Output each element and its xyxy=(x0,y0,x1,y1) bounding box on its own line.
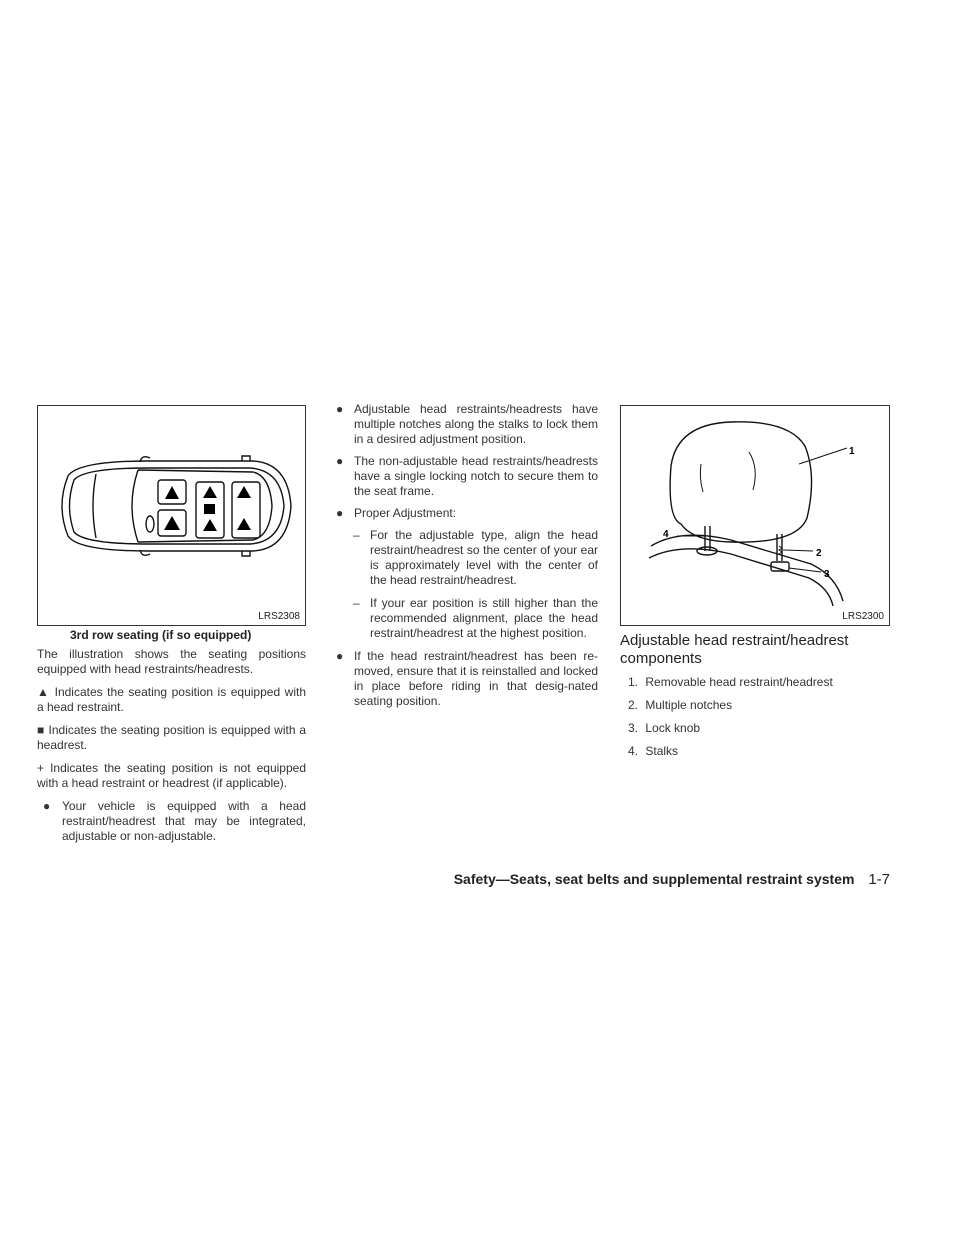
figure-caption: 3rd row seating (if so equipped) xyxy=(70,628,252,642)
section-title: Safety—Seats, seat belts and supplemental restraint system xyxy=(453,871,855,887)
callout-4: 4 xyxy=(663,529,669,540)
item-label: Lock knob xyxy=(645,721,701,735)
sub-text: If your ear position is still higher than the recommended alignment, place the head restraint/headrest at the highest position. xyxy=(370,596,598,640)
bullet-text: Proper Adjustment: xyxy=(354,506,457,520)
list-item xyxy=(628,698,890,721)
bullet-item xyxy=(336,506,598,521)
bullet-item xyxy=(37,799,306,844)
item-label: Removable head restraint/headrest xyxy=(645,675,833,689)
figure-code: LRS2300 xyxy=(842,611,884,622)
list-item xyxy=(628,675,890,698)
bullet-item xyxy=(336,454,598,499)
plus-note: + Indicates the seating position is not equipped with a head restraint or headrest (if applicable). xyxy=(37,761,306,790)
head-restraint-illustration xyxy=(621,406,889,625)
car-top-view-illustration xyxy=(38,406,305,625)
dash-icon: – xyxy=(353,528,360,542)
item-number: 4. xyxy=(628,744,639,758)
item-number: 2. xyxy=(628,698,639,712)
item-number: 3. xyxy=(628,721,639,735)
intro-paragraph: The illustration shows the seating positions equipped with head restraints/headrests. xyxy=(37,647,306,676)
head-restraint-figure xyxy=(620,405,890,626)
item-label: Stalks xyxy=(645,744,679,758)
column-2 xyxy=(336,402,598,716)
callout-2: 2 xyxy=(816,548,822,559)
bullet-icon: ● xyxy=(43,799,51,813)
seating-diagram-figure xyxy=(37,405,306,626)
bullet-text: Adjustable head restraints/headrests have multiple notches along the stalks to lock them in a desired adjustment position. xyxy=(354,402,598,446)
bullet-icon: ● xyxy=(336,506,344,520)
dash-icon: – xyxy=(353,596,360,610)
bullet-icon: ● xyxy=(336,649,344,663)
bullet-item xyxy=(336,402,598,447)
bullet-icon: ● xyxy=(336,454,344,468)
components-heading: Adjustable head restraint/headrest components xyxy=(620,632,849,667)
triangle-note: ▲ Indicates the seating position is equipped with a head restraint. xyxy=(37,685,306,714)
bullet-text: The non-adjustable head restraints/headrests have a single locking notch to secure them to the seat frame. xyxy=(354,454,598,498)
item-number: 1. xyxy=(628,675,639,689)
column-1 xyxy=(37,647,306,851)
callout-3: 3 xyxy=(824,569,830,580)
list-item xyxy=(628,721,890,744)
bullet-text: If the head restraint/headrest has been re-moved, ensure that it is reinstalled and locked in place before riding in that desig-nated seating position. xyxy=(354,649,598,708)
item-label: Multiple notches xyxy=(645,698,733,712)
square-note: ■ Indicates the seating position is equipped with a headrest. xyxy=(37,723,306,752)
page-footer xyxy=(454,871,890,888)
sub-item xyxy=(336,528,598,588)
bullet-item xyxy=(336,649,598,709)
sub-text: For the adjustable type, align the head restraint/headrest so the center of your ear is approximately level with the center of the head restraint/headrest. xyxy=(370,528,598,587)
list-item xyxy=(628,744,890,767)
bullet-icon: ● xyxy=(336,402,344,416)
page-number: 1-7 xyxy=(868,871,890,888)
callout-1: 1 xyxy=(849,446,855,457)
components-list xyxy=(628,675,890,767)
bullet-text: Your vehicle is equipped with a head restraint/headrest that may be integrated, adjustable or non-adjustable. xyxy=(62,799,306,843)
sub-item xyxy=(336,596,598,641)
figure-code: LRS2308 xyxy=(258,611,300,622)
